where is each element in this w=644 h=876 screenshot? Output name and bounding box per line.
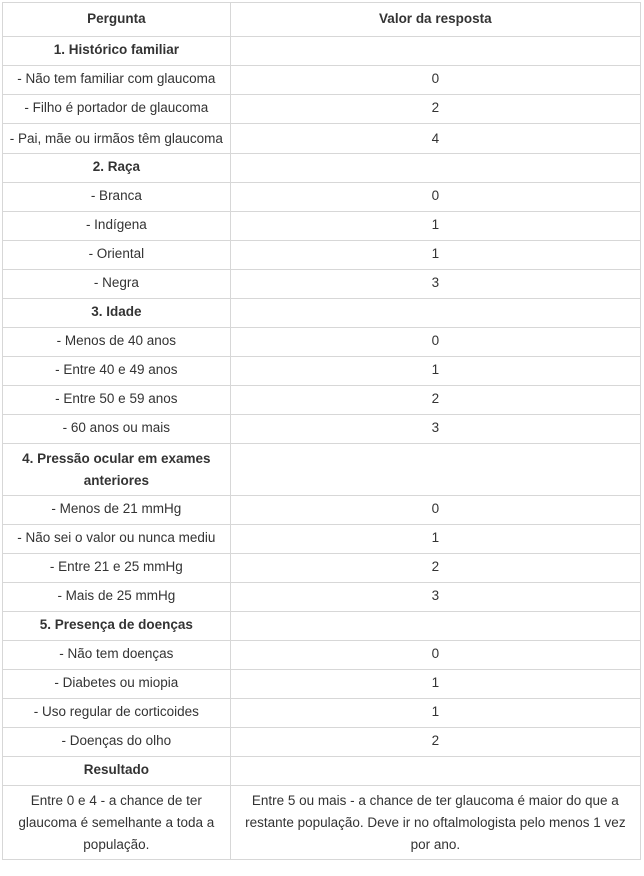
table-row bbox=[3, 525, 641, 554]
table-row bbox=[3, 66, 641, 95]
section-empty-cell bbox=[230, 37, 640, 66]
answer-value: 2 bbox=[230, 386, 640, 415]
table-row bbox=[3, 554, 641, 583]
table-row bbox=[3, 270, 641, 299]
table-row bbox=[3, 583, 641, 612]
table-row bbox=[3, 183, 641, 212]
section-row bbox=[3, 299, 641, 328]
answer-label: - Não tem doenças bbox=[3, 641, 231, 670]
table-row bbox=[3, 386, 641, 415]
answer-value: 3 bbox=[230, 415, 640, 444]
table-row bbox=[3, 357, 641, 386]
answer-label: - Indígena bbox=[3, 212, 231, 241]
section-empty-cell bbox=[230, 612, 640, 641]
answer-value: 1 bbox=[230, 241, 640, 270]
answer-label: - Mais de 25 mmHg bbox=[3, 583, 231, 612]
answer-label: - Diabetes ou miopia bbox=[3, 670, 231, 699]
answer-label: - Uso regular de corticoides bbox=[3, 699, 231, 728]
answer-value: 4 bbox=[230, 124, 640, 154]
answer-label: - Branca bbox=[3, 183, 231, 212]
header-value: Valor da resposta bbox=[230, 3, 640, 37]
table-header-row bbox=[3, 3, 641, 37]
answer-value: 1 bbox=[230, 699, 640, 728]
table-row bbox=[3, 212, 641, 241]
answer-value: 0 bbox=[230, 66, 640, 95]
answer-value: 3 bbox=[230, 583, 640, 612]
result-row bbox=[3, 786, 641, 860]
table-row bbox=[3, 641, 641, 670]
answer-label: - Menos de 21 mmHg bbox=[3, 496, 231, 525]
answer-label: - Pai, mãe ou irmãos têm glaucoma bbox=[3, 124, 231, 154]
section-empty-cell bbox=[230, 757, 640, 786]
answer-label: - Não sei o valor ou nunca mediu bbox=[3, 525, 231, 554]
result-high-text: Entre 5 ou mais - a chance de ter glaucoma é maior do que a restante população. Deve ir no oftalmologista pelo menos 1 vez por ano. bbox=[230, 786, 640, 860]
glaucoma-risk-table bbox=[2, 2, 641, 860]
answer-label: - Oriental bbox=[3, 241, 231, 270]
table-row bbox=[3, 728, 641, 757]
answer-label: - 60 anos ou mais bbox=[3, 415, 231, 444]
result-title: Resultado bbox=[3, 757, 231, 786]
section-title: 5. Presença de doenças bbox=[3, 612, 231, 641]
table-row bbox=[3, 241, 641, 270]
section-empty-cell bbox=[230, 299, 640, 328]
answer-value: 1 bbox=[230, 525, 640, 554]
answer-value: 2 bbox=[230, 728, 640, 757]
section-title: 2. Raça bbox=[3, 154, 231, 183]
table-row bbox=[3, 670, 641, 699]
answer-label: - Entre 21 e 25 mmHg bbox=[3, 554, 231, 583]
answer-label: - Entre 50 e 59 anos bbox=[3, 386, 231, 415]
table-row bbox=[3, 328, 641, 357]
section-row bbox=[3, 154, 641, 183]
answer-value: 1 bbox=[230, 670, 640, 699]
answer-value: 0 bbox=[230, 328, 640, 357]
answer-value: 0 bbox=[230, 641, 640, 670]
answer-label: - Doenças do olho bbox=[3, 728, 231, 757]
table-row bbox=[3, 124, 641, 154]
section-row bbox=[3, 37, 641, 66]
section-empty-cell bbox=[230, 444, 640, 496]
answer-value: 0 bbox=[230, 496, 640, 525]
table-row bbox=[3, 415, 641, 444]
section-title: 3. Idade bbox=[3, 299, 231, 328]
answer-value: 1 bbox=[230, 212, 640, 241]
answer-value: 3 bbox=[230, 270, 640, 299]
section-title: 1. Histórico familiar bbox=[3, 37, 231, 66]
result-header-row bbox=[3, 757, 641, 786]
answer-label: - Menos de 40 anos bbox=[3, 328, 231, 357]
answer-value: 2 bbox=[230, 554, 640, 583]
table-row bbox=[3, 699, 641, 728]
table-row bbox=[3, 496, 641, 525]
answer-value: 1 bbox=[230, 357, 640, 386]
section-row bbox=[3, 444, 641, 496]
answer-value: 2 bbox=[230, 95, 640, 124]
answer-label: - Não tem familiar com glaucoma bbox=[3, 66, 231, 95]
section-title: 4. Pressão ocular em exames anteriores bbox=[3, 444, 231, 496]
result-low-text: Entre 0 e 4 - a chance de ter glaucoma é semelhante a toda a população. bbox=[3, 786, 231, 860]
answer-label: - Filho é portador de glaucoma bbox=[3, 95, 231, 124]
table-row bbox=[3, 95, 641, 124]
answer-value: 0 bbox=[230, 183, 640, 212]
header-question: Pergunta bbox=[3, 3, 231, 37]
section-empty-cell bbox=[230, 154, 640, 183]
answer-label: - Entre 40 e 49 anos bbox=[3, 357, 231, 386]
section-row bbox=[3, 612, 641, 641]
answer-label: - Negra bbox=[3, 270, 231, 299]
